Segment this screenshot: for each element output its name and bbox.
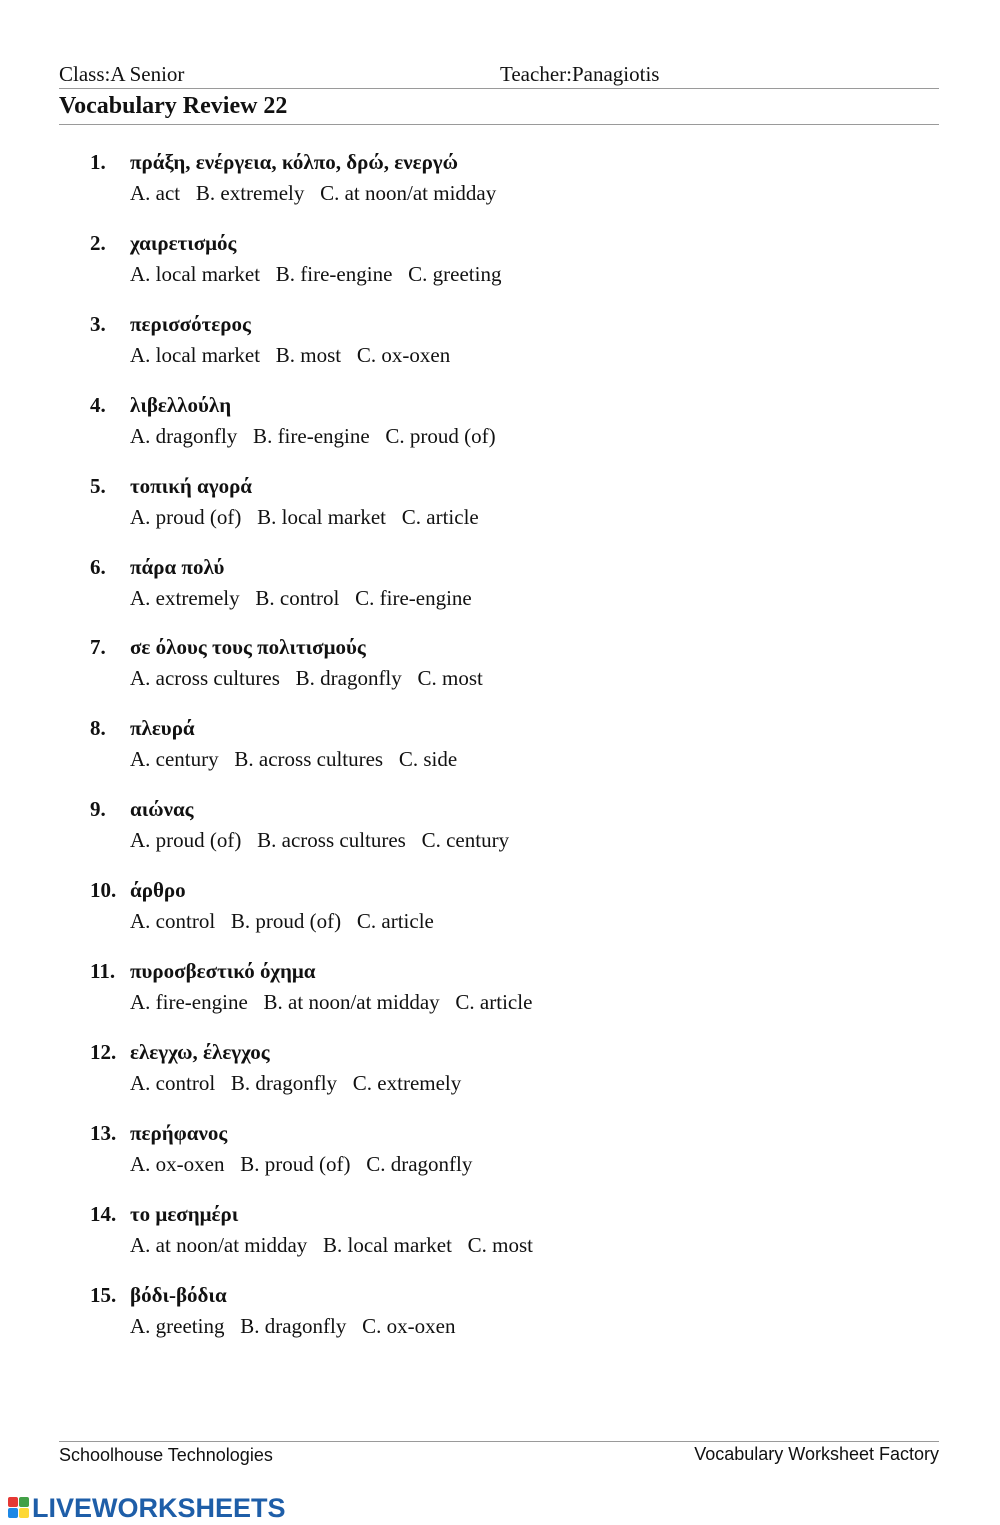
question-term: αιώνας (130, 797, 194, 821)
question-term: λιβελλούλη (130, 393, 232, 417)
page-title: Vocabulary Review 22 (59, 93, 939, 125)
question-number: 12. (90, 1040, 117, 1064)
question-term: πάρα πολύ (130, 555, 225, 579)
worksheet-footer (59, 1441, 939, 1470)
answer-options: A. fire-engine B. at noon/at midday C. article (130, 990, 533, 1014)
question-number: 11. (90, 959, 116, 983)
answer-options: A. century B. across cultures C. side (130, 747, 458, 771)
question-term: περισσότερος (130, 312, 251, 336)
liveworksheets-logo-icon (8, 1497, 30, 1519)
question-number: 4. (90, 393, 106, 417)
answer-options: A. dragonfly B. fire-engine C. proud (of) (130, 424, 496, 448)
question-term: τοπική αγορά (130, 474, 253, 498)
answer-options: A. greeting B. dragonfly C. ox-oxen (130, 1314, 456, 1338)
question-number: 2. (90, 231, 106, 255)
question-term: το μεσημέρι (130, 1202, 239, 1226)
question-term: βόδι-βόδια (130, 1283, 227, 1307)
answer-options: A. control B. proud (of) C. article (130, 909, 434, 933)
answer-options: A. ox-oxen B. proud (of) C. dragonfly (130, 1152, 473, 1176)
teacher-label: Teacher:Panagiotis (500, 62, 660, 86)
question-number: 5. (90, 474, 106, 498)
question-number: 8. (90, 716, 106, 740)
question-term: πυροσβεστικό όχημα (130, 959, 316, 983)
footer-publisher: Schoolhouse Technologies (59, 1445, 273, 1465)
question-number: 14. (90, 1202, 117, 1226)
answer-options: A. proud (of) B. across cultures C. century (130, 828, 510, 852)
question-term: περήφανος (130, 1121, 228, 1145)
question-number: 7. (90, 635, 106, 659)
answer-options: A. proud (of) B. local market C. article (130, 505, 479, 529)
question-term: πράξη, ενέργεια, κόλπο, δρώ, ενεργώ (130, 150, 458, 174)
question-term: σε όλους τους πολιτισμούς (130, 635, 366, 659)
question-term: πλευρά (130, 716, 195, 740)
worksheet-header (59, 62, 939, 89)
answer-options: A. act B. extremely C. at noon/at midday (130, 181, 497, 205)
answer-options: A. local market B. fire-engine C. greeting (130, 262, 502, 286)
question-number: 10. (90, 878, 117, 902)
answer-options: A. across cultures B. dragonfly C. most (130, 666, 483, 690)
question-number: 6. (90, 555, 106, 579)
question-number: 9. (90, 797, 106, 821)
class-label: Class:A Senior (59, 62, 185, 86)
question-term: ελεγχω, έλεγχος (130, 1040, 270, 1064)
question-term: χαιρετισμός (130, 231, 237, 255)
question-number: 1. (90, 150, 106, 174)
question-number: 13. (90, 1121, 117, 1145)
answer-options: A. local market B. most C. ox-oxen (130, 343, 451, 367)
question-number: 3. (90, 312, 106, 336)
liveworksheets-logo[interactable] (8, 1493, 286, 1523)
answer-options: A. control B. dragonfly C. extremely (130, 1071, 462, 1095)
answer-options: A. at noon/at midday B. local market C. most (130, 1233, 534, 1257)
footer-product: Vocabulary Worksheet Factory (694, 1444, 939, 1464)
logo-text: LIVEWORKSHEETS (32, 1492, 286, 1523)
answer-options: A. extremely B. control C. fire-engine (130, 586, 472, 610)
question-term: άρθρο (130, 878, 186, 902)
question-number: 15. (90, 1283, 117, 1307)
